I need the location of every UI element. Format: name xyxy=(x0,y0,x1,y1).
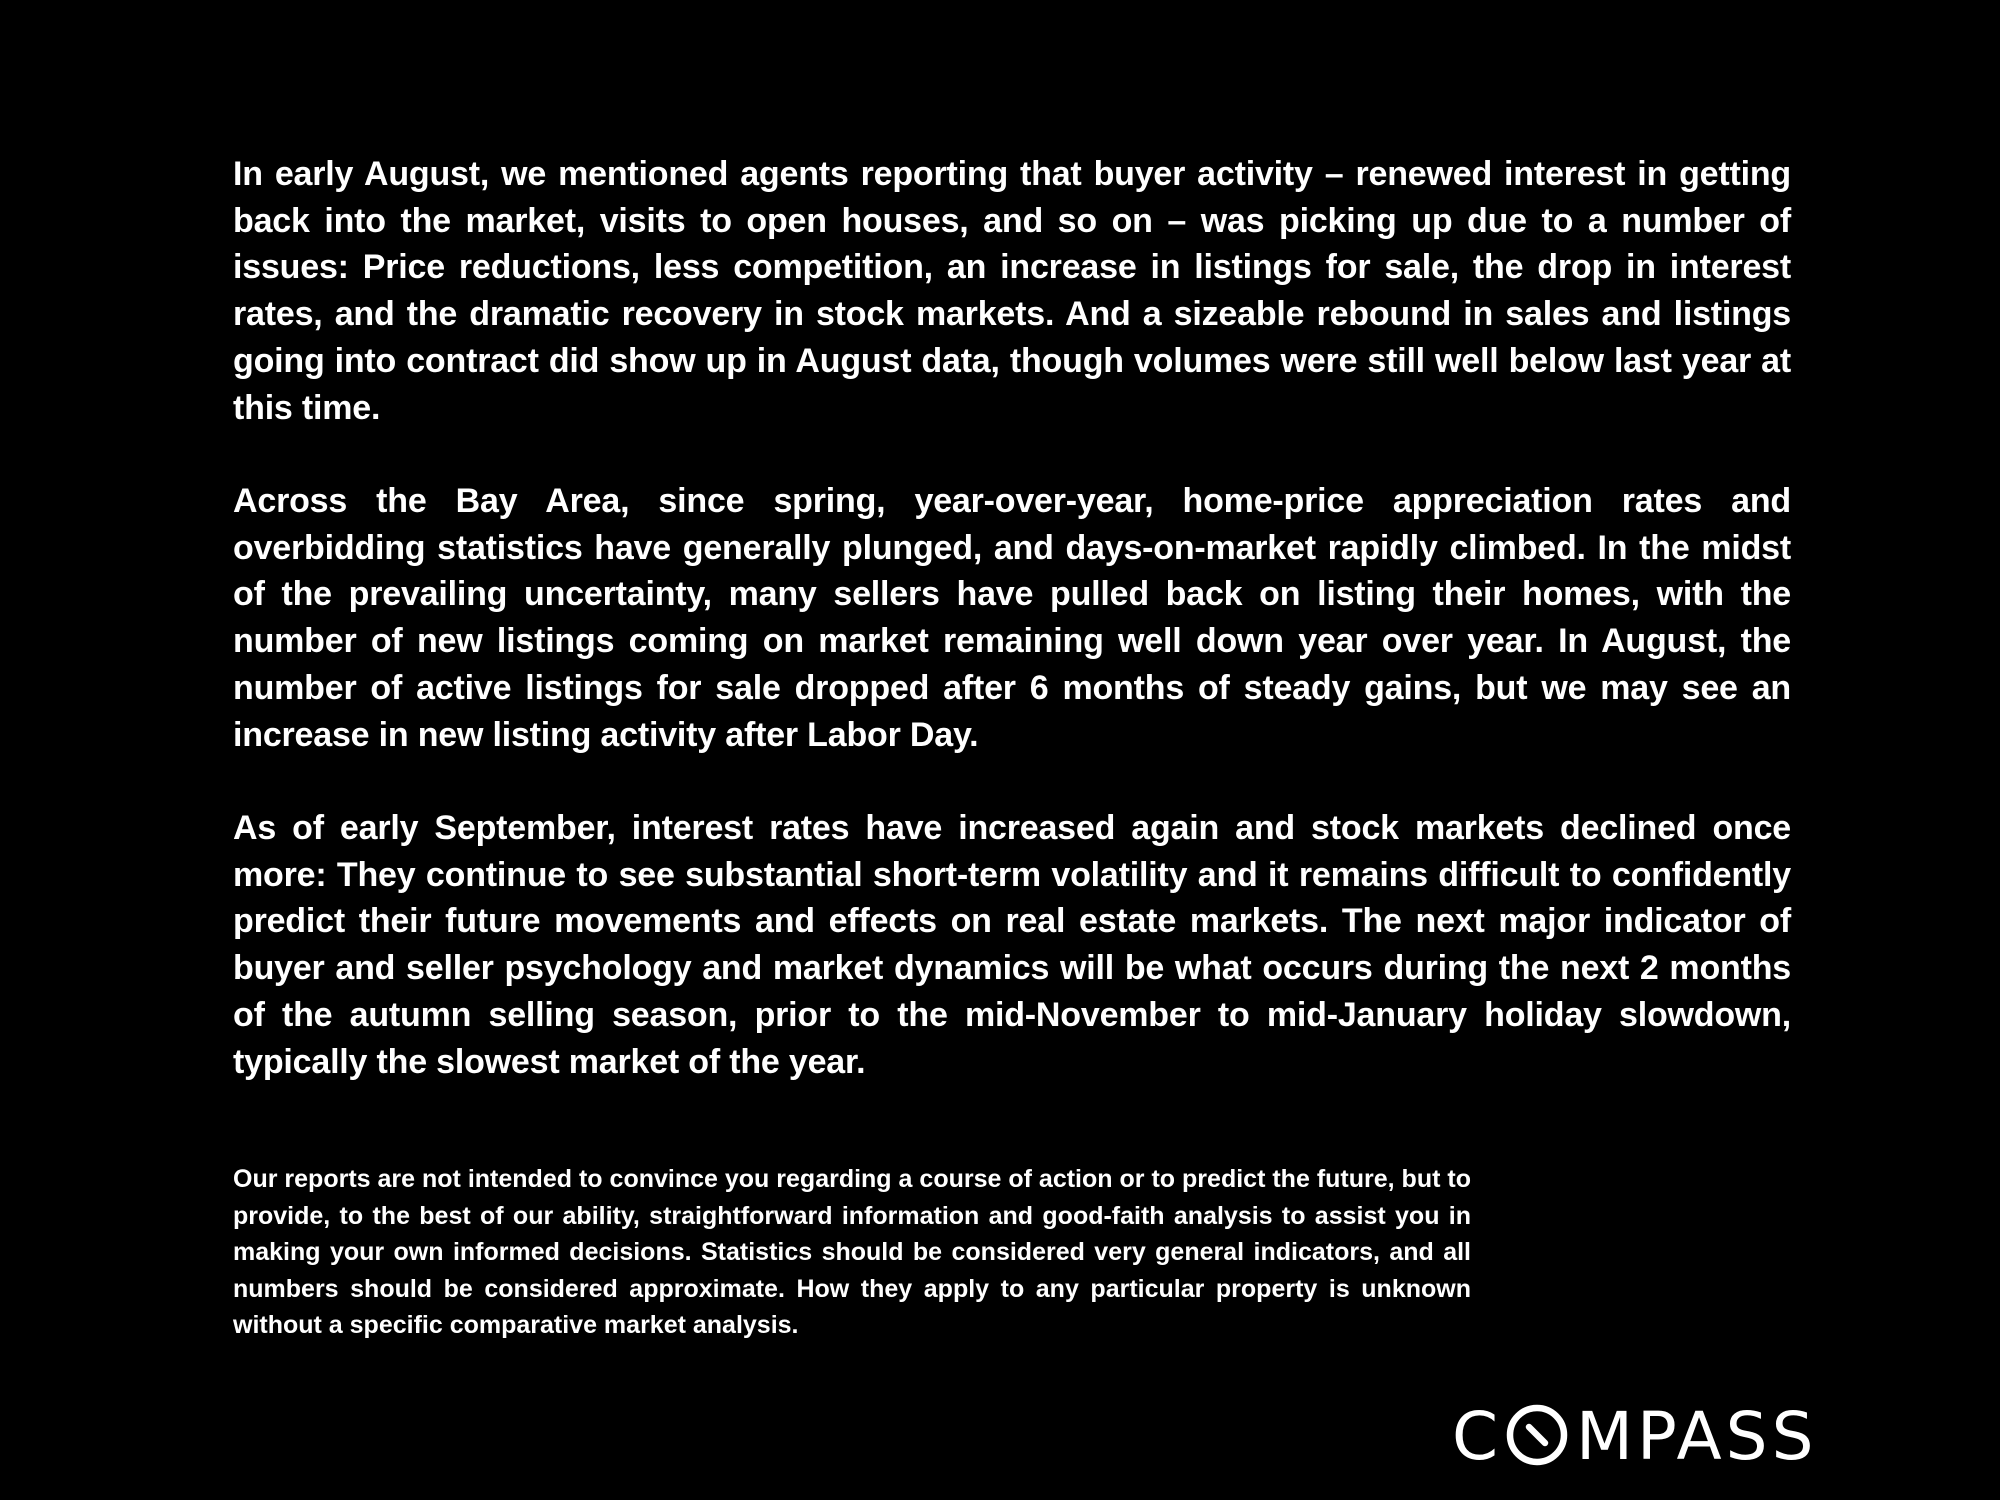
compass-logo xyxy=(1452,1400,1872,1468)
paragraph-bay-area-market: Across the Bay Area, since spring, year-over-year, home-price appreciation rates and overbidding statistics have generally plunged, and days-on-market rapidly climbed. In the midst of the prevailing uncertainty, many sellers have pulled back on listing their homes, with the number of new listings coming on market remaining well down year over year. In August, the number of active listings for sale dropped after 6 months of steady gains, but we may see an increase in new listing activity after Labor Day. xyxy=(233,482,1791,754)
compass-o-icon xyxy=(1510,1408,1564,1462)
paragraph-september-outlook: As of early September, interest rates have increased again and stock markets declined once more: They continue to see substantial short-term volatility and it remains difficult to confidently predict their future movements and effects on real estate markets. The next major indicator of buyer and seller psychology and market dynamics will be what occurs during the next 2 months of the autumn selling season, prior to the mid-November to mid-January holiday slowdown, typically the slowest market of the year. xyxy=(233,809,1791,1081)
logo-letters-mpass: MPASS xyxy=(1576,1400,1818,1468)
paragraph-buyer-activity: In early August, we mentioned agents reporting that buyer activity – renewed interest in getting back into the market, visits to open houses, and so on – was picking up due to a number of issues: Price reductions, less competition, an increase in listings for sale, the drop in interest rates, and the dramatic recovery in stock markets. And a sizeable rebound in sales and listings going into contract did show up in August data, though volumes were still well below last year at this time. xyxy=(233,155,1791,427)
logo-letter-c: C xyxy=(1452,1400,1503,1468)
disclaimer-text: Our reports are not intended to convince you regarding a course of action or to predict the future, but to provide, to the best of our ability, straightforward information and good-faith analysis to assist you in making your own informed decisions. Statistics should be considered very general indicators, and all numbers should be considered approximate. How they apply to any particular property is unknown without a specific comparative market analysis. xyxy=(233,1165,1471,1340)
